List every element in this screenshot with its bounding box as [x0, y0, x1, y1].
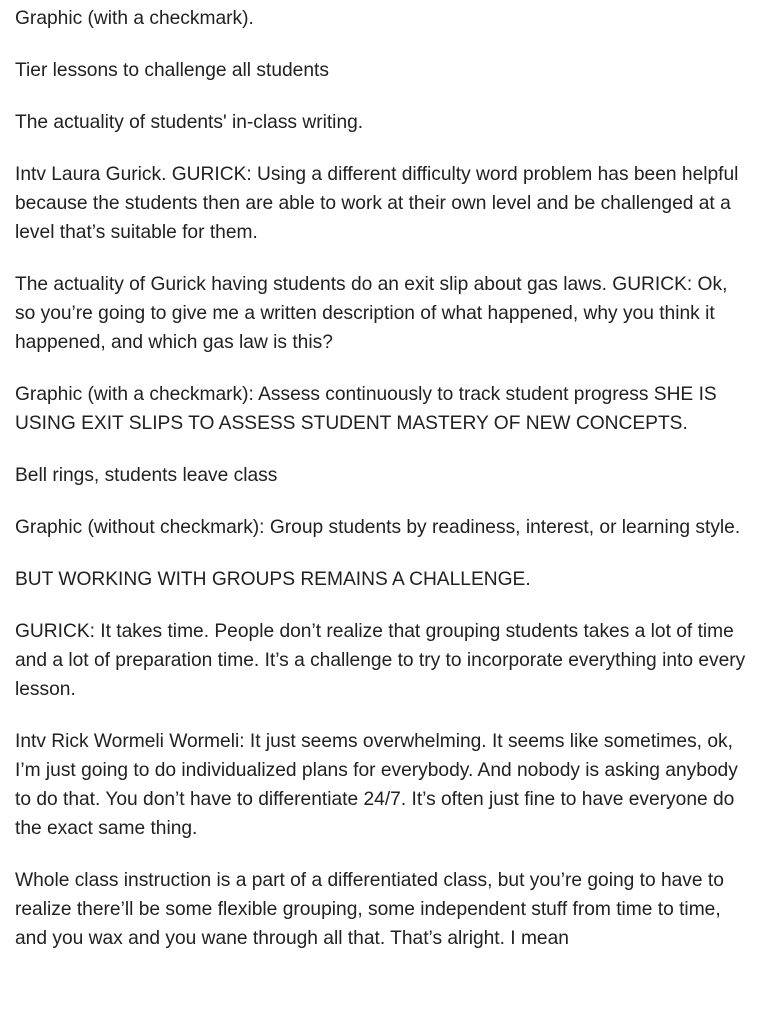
paragraph-bell-rings: Bell rings, students leave class [15, 465, 278, 486]
paragraph-groups-challenge: BUT WORKING WITH GROUPS REMAINS A CHALLENGE. [15, 569, 531, 590]
paragraph-in-class-writing: The actuality of students' in-class writing. [15, 112, 364, 133]
paragraph-tier-lessons: Tier lessons to challenge all students [15, 60, 329, 81]
paragraph-exit-slip-gas-laws: The actuality of Gurick having students do an exit slip about gas laws. GURICK: Ok, so you’re going to give me a written description of what happened, why you think it happened, and which gas law is this? [15, 274, 728, 353]
paragraph-intv-laura-gurick: Intv Laura Gurick. GURICK: Using a different difficulty word problem has been helpful because the students then are able to work at their own level and be challenged at a level that’s suitable for them. [15, 164, 739, 243]
transcript-document [15, 4, 750, 976]
paragraph-intv-rick-wormeli: Intv Rick Wormeli Wormeli: It just seems overwhelming. It seems like sometimes, ok, I’m just going to do individualized plans for everybody. And nobody is asking anybody to do that. You don’t have to differentiate 24/7. It’s often just fine to have everyone do the exact same thing. [15, 731, 738, 839]
paragraph-graphic-checkmark: Graphic (with a checkmark). [15, 8, 254, 29]
paragraph-whole-class-instruction: Whole class instruction is a part of a differentiated class, but you’re going to have to realize there’ll be some flexible grouping, some independent stuff from time to time, and you wax and you wane through all that. That’s alright. I mean [15, 870, 724, 949]
paragraph-gurick-takes-time: GURICK: It takes time. People don’t realize that grouping students takes a lot of time and a lot of preparation time. It’s a challenge to try to incorporate everything into every lesson. [15, 621, 746, 700]
paragraph-group-students: Graphic (without checkmark): Group students by readiness, interest, or learning style. [15, 517, 741, 538]
paragraph-assess-continuously: Graphic (with a checkmark): Assess continuously to track student progress SHE IS USING EXIT SLIPS TO ASSESS STUDENT MASTERY OF NEW CONCEPTS. [15, 384, 717, 434]
